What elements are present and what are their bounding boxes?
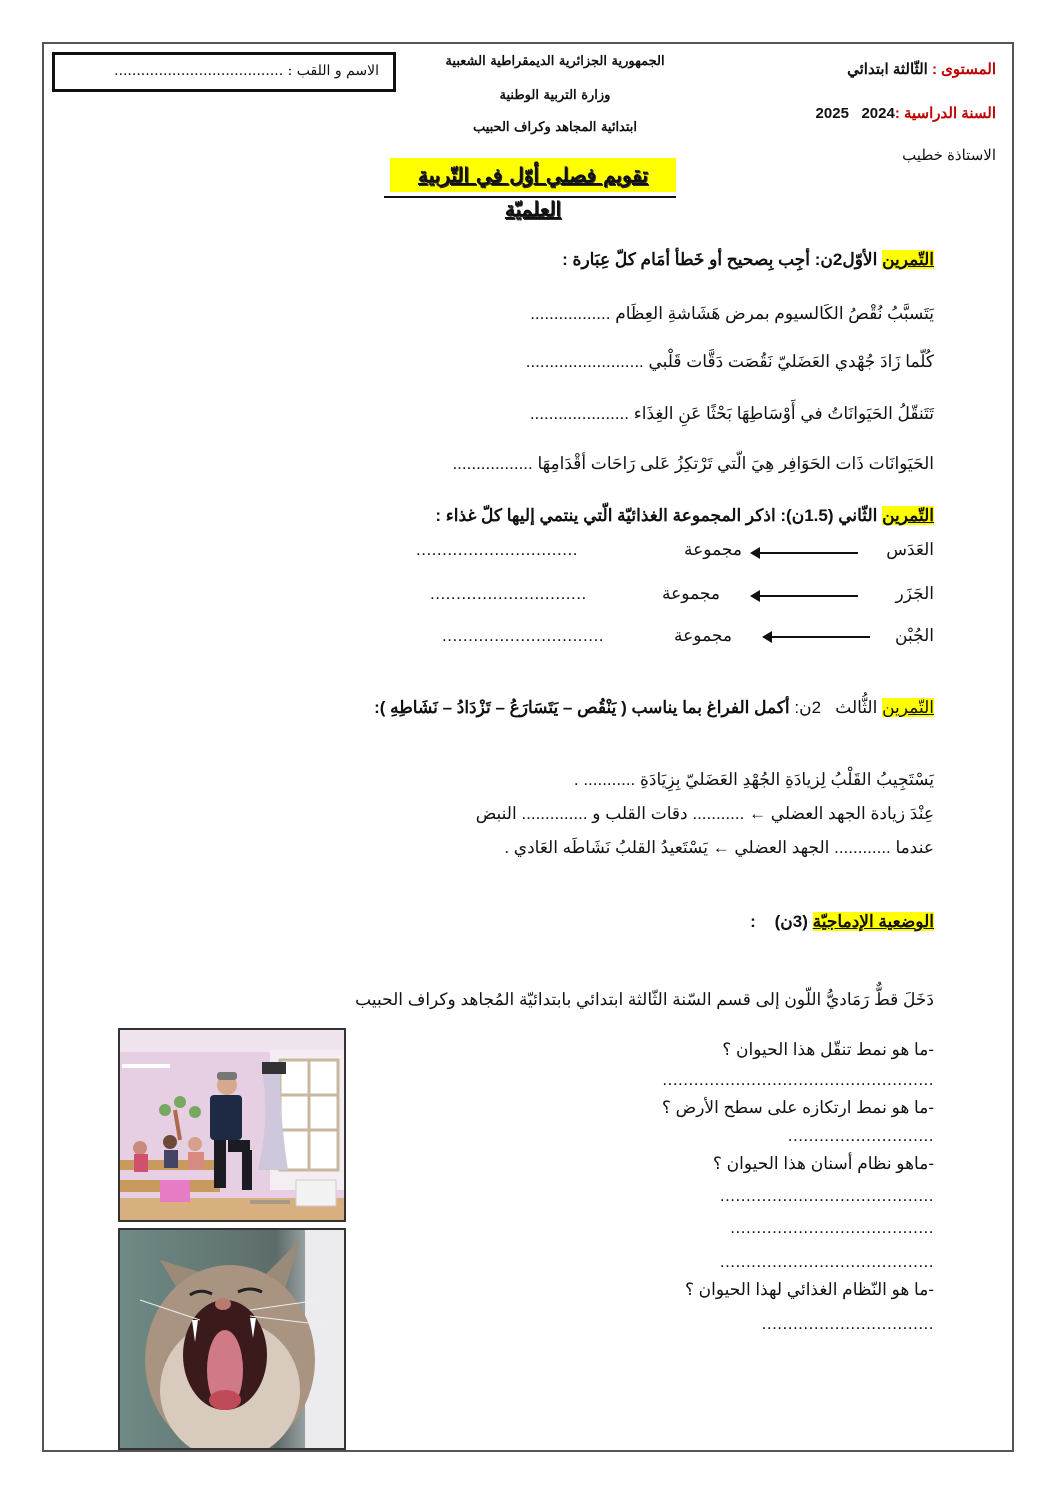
exercise2-word: التّمرين [882, 506, 934, 525]
answer-line[interactable]: ....................................... [730, 1218, 934, 1237]
food-item-carrot: الجَزَر [895, 584, 934, 603]
answer-line[interactable]: ................................. [761, 1314, 934, 1333]
cat-illustration [120, 1230, 344, 1448]
answer-blank[interactable]: .............................. [430, 584, 587, 603]
arrow-icon [752, 595, 858, 597]
integration-colon: : [750, 912, 756, 931]
student-name-box[interactable] [52, 52, 396, 92]
exercise1-item[interactable]: يَتَسبَّبُ نُقْصُ الكَالسيوم بمرض هَشَاشةِ العِظَام ................. [530, 304, 934, 323]
integration-heading [750, 912, 934, 932]
integration-word: الوضعية الإدماجيّة [812, 912, 934, 931]
classroom-illustration [120, 1030, 344, 1220]
republic-heading: الجمهورية الجزائرية الديمقراطية الشعبية [445, 54, 665, 69]
exercise1-instruction: الأوّل2ن: أجِب بِصحيح أو خَطأ أمَام كلّ عِبَارة : [562, 250, 878, 269]
year-label: السنة الدراسية : [894, 105, 996, 122]
level-value: الثّالثة ابتدائي [847, 61, 928, 78]
food-item-lentils: العَدَس [886, 540, 934, 559]
group-label: مجموعة [684, 540, 742, 559]
group-label: مجموعة [662, 584, 720, 603]
page-title: تقويم فصلي أوّل في التّربية العلميّة [390, 158, 676, 192]
year-line [816, 104, 996, 122]
exercise1-item[interactable]: الحَيَوانَات ذَات الحَوَافِر هِيَ الّتي تَرْتكِزُ عَلى رَاحَات أقْدَامِهَا ................. [452, 454, 934, 473]
title-box [384, 156, 676, 221]
exercise1-item[interactable]: تَتَنقّلُ الحَيَوانَاتُ في أَوْسَاطِهَا بَحْثًا عَنِ الغِذَاء ..................... [529, 404, 934, 423]
cat-photo [118, 1228, 346, 1450]
year-value: 2024 2025 [815, 105, 895, 122]
exercise3-line[interactable]: عِنْدَ زيادة الجهد العضلي ← ........... دقات القلب و .............. النبض [475, 804, 934, 823]
student-name-label: الاسم و اللقب : ...................................... [114, 63, 379, 79]
level-label: المستوى : [932, 61, 996, 78]
exercise3-number: الثُّالث 2ن: [794, 698, 878, 717]
arrow-icon [764, 636, 870, 638]
exercise2-heading [435, 506, 934, 526]
exercise1-heading [562, 250, 934, 270]
exercise3-line[interactable]: يَسْتَجِيبُ القَلْبُ لِزيادَةِ الجُهْدِ العَضَليّ بِزِيَادَةِ ........... . [573, 770, 934, 789]
exercise3-heading [374, 698, 934, 718]
classroom-photo [118, 1028, 346, 1222]
answer-blank[interactable]: ............................... [416, 540, 578, 559]
answer-line[interactable]: ......................................... [719, 1186, 934, 1205]
exercise3-word: التّمرين [882, 698, 934, 717]
integration-points: (3ن) [774, 912, 808, 931]
answer-blank[interactable]: ............................... [442, 626, 604, 645]
question: -ما هو نمط تنقّل هذا الحيوان ؟ [722, 1040, 934, 1059]
exercise2-instruction: الثّاني (1.5ن): اذكر المجموعة الغذائيّة الّتي ينتمي إليها كلّ غذاء : [435, 506, 878, 525]
exercise3-line[interactable]: عندما ............ الجهد العضلي ← يَسْتَعيدُ القلبُ نَشَاطَه العَادي . [504, 838, 934, 857]
level-line [847, 60, 996, 78]
arrow-icon [752, 552, 858, 554]
exercise1-word: التّمرين [882, 250, 934, 269]
food-item-cheese: الجُبْن [895, 626, 934, 645]
answer-line[interactable]: ......................................... [719, 1252, 934, 1271]
question: -ما هو نمط ارتكازه على سطح الأرض ؟ [661, 1098, 934, 1117]
school-heading: ابتدائية المجاهد وكراف الحبيب [472, 120, 638, 135]
exercise1-item[interactable]: كُلّما زَادَ جُهْدي العَضَليّ نَقُصَت دَقَّات قَلْبي ......................... [525, 352, 934, 371]
question: -ماهو نظام أسنان هذا الحيوان ؟ [712, 1154, 934, 1173]
integration-intro: دَخَلَ قطٌّ رَمَاديُّ اللّون إلى قسم السّنة الثّالثة ابتدائي بابتدائيّة المُجاهد وكراف الحبيب [355, 990, 934, 1009]
group-label: مجموعة [674, 626, 732, 645]
ministry-heading: وزارة التربية الوطنية [499, 88, 611, 103]
answer-line[interactable]: ............................ [787, 1126, 934, 1145]
question: -ما هو النّظام الغذائي لهذا الحيوان ؟ [684, 1280, 934, 1299]
answer-line[interactable]: .................................................... [662, 1070, 934, 1089]
exercise3-instruction: أكمل الفراغ بما يناسب ( يَنْقُص – يَتَسَارَعُ – تَزْدَادُ – نَشَاطِهِ ): [374, 698, 790, 717]
teacher-name: الاستاذة خطيب [902, 147, 996, 164]
